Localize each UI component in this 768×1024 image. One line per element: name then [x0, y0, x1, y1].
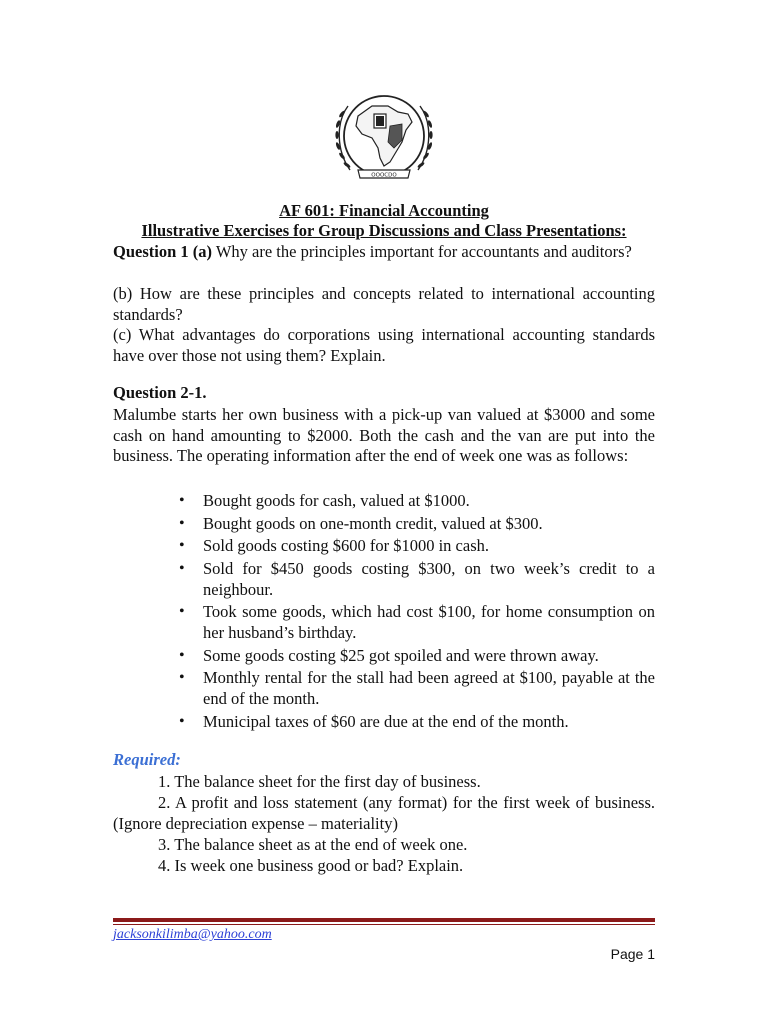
- question1-a-text: Why are the principles important for accountants and auditors?: [215, 242, 632, 261]
- question1-part-b: (b) How are these principles and concepts related to international accounting standards?: [113, 284, 655, 324]
- list-item: • Bought goods on one-month credit, valued at $300.: [179, 513, 655, 534]
- list-item: • Bought goods for cash, valued at $1000.: [179, 490, 655, 511]
- list-item: 4. Is week one business good or bad? Explain.: [158, 856, 464, 875]
- question1-part-c: (c) What advantages do corporations using international accounting standards have over those not using them? Explain.: [113, 325, 655, 365]
- transaction-list: [179, 490, 655, 733]
- institution-logo: [328, 92, 440, 188]
- document-title-line2: Illustrative Exercises for Group Discussions and Class Presentations:: [141, 221, 627, 240]
- list-item: 2. A profit and loss statement (any format) for the first week of business. (Ignore depreciation expense – materiality): [113, 793, 655, 833]
- list-item: 1. The balance sheet for the first day of business.: [158, 772, 481, 791]
- list-item: • Municipal taxes of $60 are due at the end of the month.: [179, 711, 655, 732]
- question2-intro: Malumbe starts her own business with a pick-up van valued at $3000 and some cash on hand amounting to $2000. Both the cash and the van are put into the business. The operating information after the end of week one was as follows:: [113, 405, 655, 466]
- question2-heading: Question 2-1.: [113, 383, 207, 402]
- footer-divider: [113, 918, 655, 922]
- list-item: 3. The balance sheet as at the end of week one.: [158, 835, 468, 854]
- required-list: [113, 771, 655, 876]
- list-item: • Took some goods, which had cost $100, for home consumption on her husband’s birthday.: [179, 601, 655, 643]
- document-title-line1: AF 601: Financial Accounting: [279, 201, 489, 220]
- footer-divider-thin: [113, 924, 655, 925]
- list-item: • Monthly rental for the stall had been agreed at $100, payable at the end of the month.: [179, 667, 655, 709]
- author-email-link[interactable]: jacksonkilimba@yahoo.com: [113, 927, 272, 942]
- list-item: • Sold for $450 goods costing $300, on two week’s credit to a neighbour.: [179, 558, 655, 600]
- question1-label: Question 1 (a): [113, 242, 212, 261]
- page-number: Page 1: [610, 946, 655, 962]
- list-item: • Some goods costing $25 got spoiled and were thrown away.: [179, 645, 655, 666]
- question1-part-a: [113, 242, 655, 263]
- list-item: • Sold goods costing $600 for $1000 in cash.: [179, 535, 655, 556]
- svg-text:OOOCDO: OOOCDO: [371, 172, 397, 179]
- required-label: Required:: [113, 750, 181, 769]
